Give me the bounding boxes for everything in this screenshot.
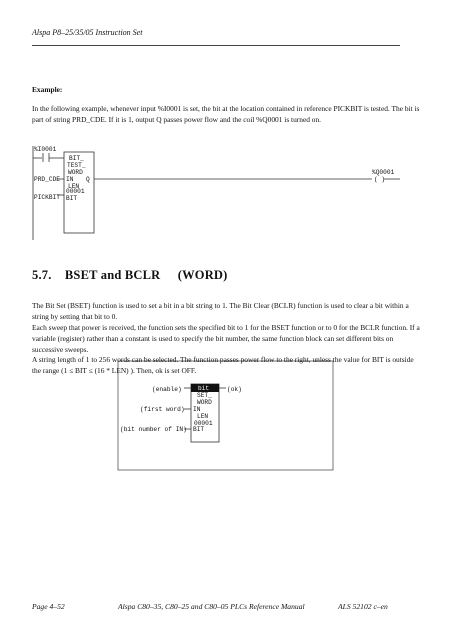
enable-label: (enable) <box>152 386 182 393</box>
block-len-value: 00001 <box>194 420 213 427</box>
first-word-label: (first word) <box>140 406 185 413</box>
in-operand: PRD_CDE <box>34 176 60 183</box>
block-function-name: bit <box>198 385 210 392</box>
paragraph-2: Each sweep that power is received, the function sets the specified bit to 1 for the BSET function or to 0 for the BCLR function. If a variable (register) rather than a constant is used to specify the bit number, the same function block can set different bits on successive sweeps. <box>32 323 420 354</box>
input-contact-ref: %I0001 <box>34 146 57 153</box>
section-number: 5.7. <box>32 268 52 282</box>
coil-symbol: ( ) <box>374 176 386 183</box>
footer-page: Page 4–52 <box>32 602 65 611</box>
len-label: LEN <box>68 183 80 190</box>
bit-port-label: BIT <box>66 195 78 202</box>
function-name-line2: TEST_ <box>67 162 86 169</box>
coil-ref: %Q0001 <box>372 169 395 176</box>
example-paragraph: In the following example, whenever input %I0001 is set, the bit at the location contained in reference PICKBIT is tested. The bit is part of string PRD_CDE. If it is 1, output Q passes power flow and the coil %Q0001 is turned on. <box>32 104 420 124</box>
section-title-suffix: (WORD) <box>177 268 228 282</box>
block-len-label: LEN <box>197 413 209 420</box>
bit-operand: PICKBIT <box>34 194 60 201</box>
block-in-label: IN <box>193 406 201 413</box>
in-port-label: IN <box>66 176 74 183</box>
footer-doc-id: ALS 52102 c–en <box>338 602 388 611</box>
block-line3: WORD <box>197 399 212 406</box>
function-name-line3: WORD <box>68 169 83 176</box>
bit-number-label: (bit number of IN) <box>120 426 187 433</box>
q-port-label: Q <box>86 176 90 183</box>
block-bit-label: BIT <box>193 426 205 433</box>
footer-manual-title: Alspa C80–35, C80–25 and C80–05 PLCs Reference Manual <box>118 602 305 611</box>
len-value: 00001 <box>66 188 85 195</box>
example-heading: Example: <box>32 85 63 94</box>
ok-label: (ok) <box>227 386 242 393</box>
function-name-line1: BIT_ <box>69 155 84 162</box>
block-line2: SET_ <box>197 392 212 399</box>
paragraph-1: The Bit Set (BSET) function is used to set a bit in a bit string to 1. The Bit Clear (BCLR) function is used to clear a bit within a string by setting that bit to 0. <box>32 301 409 321</box>
running-header: Alspa P8–25/35/05 Instruction Set <box>32 28 143 37</box>
paragraph-3: A string length of 1 to 256 words can be selected. The function passes power flow to the right, unless the value for BIT is outside the range (1 ≤ BIT ≤ (16 * LEN) ). Then, ok is set OFF. <box>32 355 414 375</box>
section-title: BSET and BCLR <box>64 268 161 282</box>
section-heading <box>32 268 228 283</box>
